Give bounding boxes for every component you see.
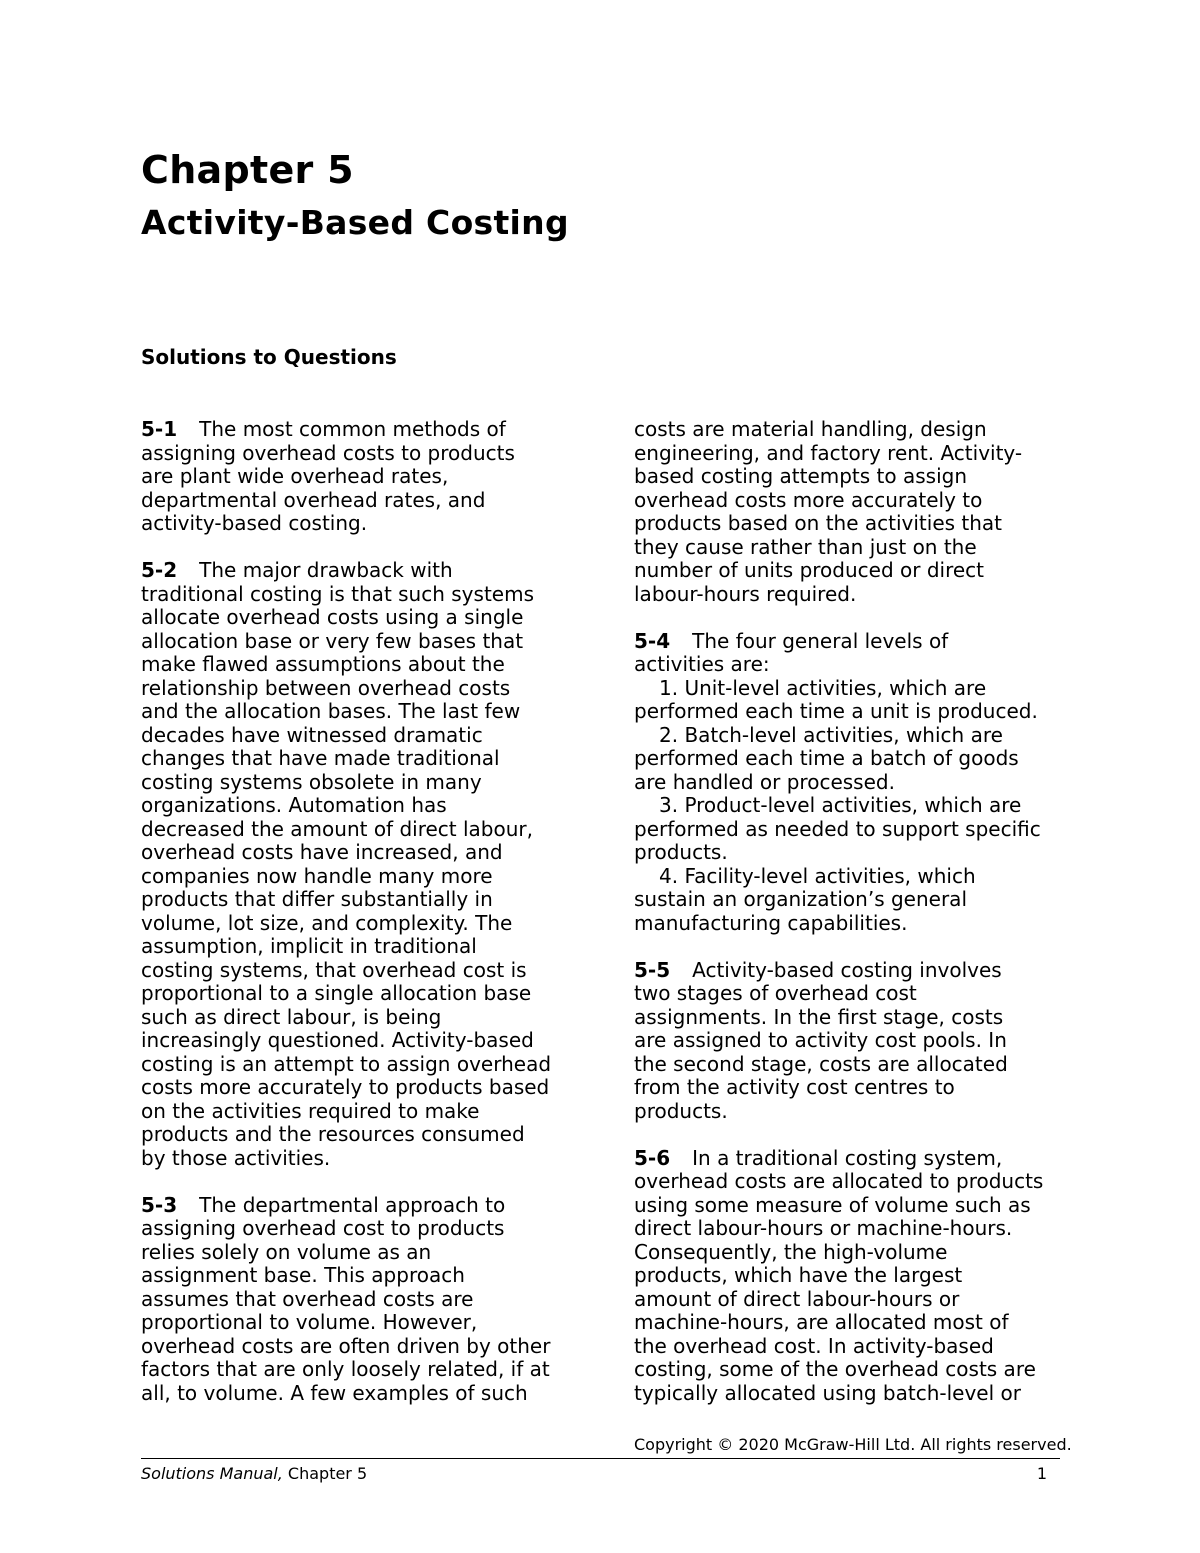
list-item: 3. Product-level activities, which are	[659, 793, 1022, 817]
question-5-2	[141, 559, 581, 1170]
answer-line: Consequently, the high-volume	[634, 1239, 948, 1264]
answer-line: number of units produced or direct	[634, 558, 985, 582]
answer-line: overhead costs have increased, and	[141, 840, 503, 864]
answer-line: overhead costs are allocated to products	[634, 1169, 1044, 1193]
section-heading: Solutions to Questions	[141, 345, 397, 369]
answer-line: products.	[634, 1098, 728, 1123]
chapter-reference: Chapter 5	[282, 1464, 368, 1483]
answer-line: performed as needed to support specific	[634, 816, 1041, 841]
answer-line: costing systems, that overhead cost is	[141, 957, 527, 982]
answer-line: amount of direct labour-hours or	[634, 1286, 960, 1311]
answer-line: typically allocated using batch-level or	[634, 1380, 1021, 1405]
answer-line: are plant wide overhead rates,	[141, 464, 449, 488]
answer-line: assigning overhead cost to products	[141, 1216, 505, 1240]
answer-line: The departmental approach to	[199, 1192, 506, 1217]
answer-line: products.	[634, 840, 728, 864]
answer-line: activity-based costing.	[141, 511, 368, 535]
answer-line: based costing attempts to assign	[634, 464, 968, 488]
question-5-6	[634, 1147, 1074, 1406]
answer-line: performed each time a unit is produced.	[634, 699, 1038, 723]
answer-line: by those activities.	[141, 1145, 331, 1170]
answer-line: sustain an organization’s general	[634, 887, 967, 911]
answer-line: Activity-based costing involves	[692, 957, 1002, 982]
answer-line: factors that are only loosely related, if at	[141, 1357, 550, 1381]
answer-line: increasingly questioned. Activity-based	[141, 1028, 534, 1052]
answer-line: products that differ substantially in	[141, 887, 493, 911]
answer-line: costing systems obsolete in many	[141, 769, 482, 794]
question-5-3	[141, 1194, 581, 1406]
page-number: 1	[1036, 1464, 1047, 1483]
answer-line: assumption, implicit in traditional	[141, 934, 477, 958]
answer-line: on the activities required to make	[141, 1098, 480, 1123]
answer-line: allocation base or very few bases that	[141, 628, 524, 653]
answer-line: activities are:	[634, 652, 770, 676]
answer-line: In a traditional costing system,	[692, 1145, 1003, 1170]
answer-line: changes that have made traditional	[141, 746, 500, 770]
answer-line: using some measure of volume such as	[634, 1192, 1031, 1217]
answer-line: decreased the amount of direct labour,	[141, 816, 533, 841]
list-item: 1. Unit-level activities, which are	[659, 675, 987, 700]
list-item: 4. Facility-level activities, which	[659, 863, 976, 888]
question-number: 5-3	[141, 1192, 178, 1217]
answer-line: products and the resources consumed	[141, 1122, 525, 1146]
copyright-notice: Copyright © 2020 McGraw-Hill Ltd. All rights reserved.	[634, 1435, 1072, 1454]
chapter-number: Chapter 5	[141, 148, 354, 192]
answer-line: organizations. Automation has	[141, 793, 447, 817]
answer-line: assumes that overhead costs are	[141, 1286, 474, 1311]
answer-line: relies solely on volume as an	[141, 1239, 432, 1264]
answer-line: costing, some of the overhead costs are	[634, 1357, 1036, 1381]
left-column	[141, 418, 581, 1405]
answer-line: engineering, and factory rent. Activity-	[634, 440, 1023, 465]
question-number: 5-1	[141, 417, 178, 441]
answer-line: products based on the activities that	[634, 511, 1003, 535]
answer-line: The most common methods of	[199, 417, 506, 441]
footer-divider	[141, 1458, 1060, 1459]
answer-line: such as direct labour, is being	[141, 1004, 442, 1029]
answer-line: the second stage, costs are allocated	[634, 1051, 1008, 1076]
answer-line: two stages of overhead cost	[634, 981, 917, 1005]
question-number: 5-4	[634, 628, 671, 653]
answer-line: companies now handle many more	[141, 863, 493, 888]
manual-title: Solutions Manual,	[141, 1464, 283, 1483]
answer-line: manufacturing capabilities.	[634, 910, 908, 935]
answer-line: departmental overhead rates, and	[141, 487, 486, 512]
answer-line: decades have witnessed dramatic	[141, 722, 483, 747]
answer-line: proportional to a single allocation base	[141, 981, 532, 1005]
answer-line: they cause rather than just on the	[634, 534, 977, 559]
answer-line: are handled or processed.	[634, 769, 895, 794]
answer-line: all, to volume. A few examples of such	[141, 1380, 528, 1405]
answer-line: overhead costs more accurately to	[634, 487, 983, 512]
answer-line: costing is an attempt to assign overhead	[141, 1051, 552, 1076]
question-5-5	[634, 959, 1074, 1124]
answer-line: proportional to volume. However,	[141, 1310, 478, 1334]
answer-line: direct labour-hours or machine-hours.	[634, 1216, 1013, 1240]
list-item: 2. Batch-level activities, which are	[659, 722, 1003, 747]
answer-line: The major drawback with	[199, 558, 453, 582]
chapter-title: Activity-Based Costing	[141, 203, 569, 242]
question-number: 5-5	[634, 957, 671, 982]
answer-line: are assigned to activity cost pools. In	[634, 1028, 1007, 1052]
answer-line: assignment base. This approach	[141, 1263, 465, 1287]
answer-line: traditional costing is that such systems	[141, 581, 534, 606]
question-5-3-continued	[634, 418, 1074, 606]
answer-line: labour-hours required.	[634, 581, 857, 606]
answer-line: costs more accurately to products based	[141, 1075, 550, 1099]
answer-line: relationship between overhead costs	[141, 675, 511, 700]
question-5-4	[634, 630, 1074, 936]
answer-line: the overhead cost. In activity-based	[634, 1333, 994, 1358]
answer-line: volume, lot size, and complexity. The	[141, 910, 513, 935]
answer-line: assigning overhead costs to products	[141, 440, 515, 465]
answer-line: assignments. In the first stage, costs	[634, 1004, 1004, 1029]
question-5-1	[141, 418, 581, 536]
question-number: 5-6	[634, 1145, 671, 1170]
answer-line: The four general levels of	[692, 628, 949, 653]
right-column	[634, 418, 1074, 1405]
answer-line: make flawed assumptions about the	[141, 652, 505, 676]
answer-line: machine-hours, are allocated most of	[634, 1310, 1009, 1334]
answer-line: costs are material handling, design	[634, 417, 987, 441]
footer-running-title	[141, 1464, 367, 1483]
answer-line: from the activity cost centres to	[634, 1075, 955, 1099]
answer-line: performed each time a batch of goods	[634, 746, 1019, 770]
answer-line: and the allocation bases. The last few	[141, 699, 521, 723]
question-number: 5-2	[141, 558, 178, 582]
answer-line: allocate overhead costs using a single	[141, 605, 524, 629]
answer-line: products, which have the largest	[634, 1263, 963, 1287]
answer-line: overhead costs are often driven by other	[141, 1333, 551, 1358]
